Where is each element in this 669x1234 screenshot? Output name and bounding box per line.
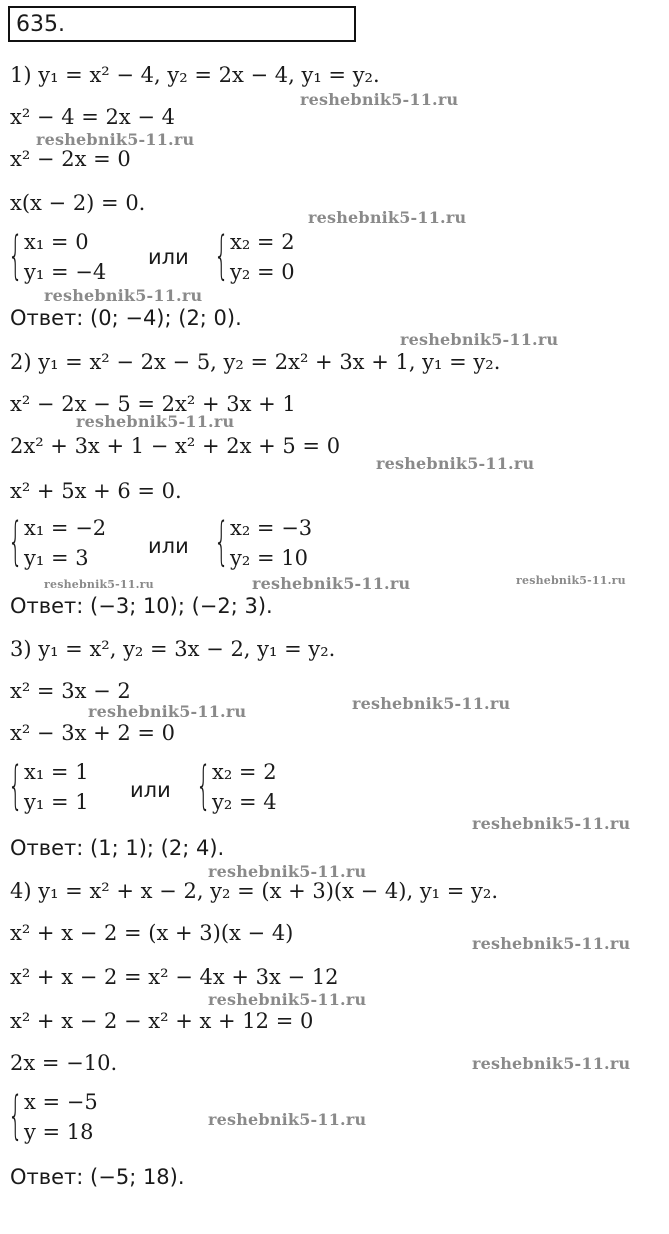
or-label: или xyxy=(148,534,189,558)
brace-icon: { xyxy=(8,512,23,572)
watermark: reshebnik5-11.ru xyxy=(208,862,367,881)
watermark: reshebnik5-11.ru xyxy=(76,412,235,431)
part2-quadratic: x² + 5x + 6 = 0. xyxy=(10,479,182,503)
part1-step: x² − 2x = 0 xyxy=(10,147,131,171)
brace-icon: { xyxy=(196,756,211,816)
watermark: reshebnik5-11.ru xyxy=(308,208,467,227)
part1-statement: 1) y₁ = x² − 4, y₂ = 2x − 4, y₁ = y₂. xyxy=(10,63,380,87)
watermark: reshebnik5-11.ru xyxy=(516,574,626,587)
part2-statement: 2) y₁ = x² − 2x − 5, y₂ = 2x² + 3x + 1, y₁ = y₂. xyxy=(10,350,501,374)
brace-icon: { xyxy=(214,512,229,572)
problem-number: 635. xyxy=(16,12,65,37)
watermark: reshebnik5-11.ru xyxy=(472,1054,631,1073)
part3-answer: Ответ: (1; 1); (2; 4). xyxy=(10,836,225,860)
part4-linear: 2x = −10. xyxy=(10,1051,118,1075)
watermark: reshebnik5-11.ru xyxy=(208,1110,367,1129)
part1-factor: x(x − 2) = 0. xyxy=(10,191,146,215)
brace-icon: { xyxy=(8,1086,23,1146)
watermark: reshebnik5-11.ru xyxy=(208,990,367,1009)
part4-answer: Ответ: (−5; 18). xyxy=(10,1165,185,1189)
part4-step: x² + x − 2 − x² + x + 12 = 0 xyxy=(10,1009,314,1033)
brace-icon: { xyxy=(214,226,229,286)
watermark: reshebnik5-11.ru xyxy=(400,330,559,349)
watermark: reshebnik5-11.ru xyxy=(88,702,247,721)
part4-equation: x² + x − 2 = (x + 3)(x − 4) xyxy=(10,921,294,945)
part3-quadratic: x² − 3x + 2 = 0 xyxy=(10,721,176,745)
brace-icon: { xyxy=(8,226,23,286)
watermark: reshebnik5-11.ru xyxy=(352,694,511,713)
or-label: или xyxy=(148,245,189,269)
watermark: reshebnik5-11.ru xyxy=(44,578,154,591)
watermark: reshebnik5-11.ru xyxy=(44,286,203,305)
part1-answer: Ответ: (0; −4); (2; 0). xyxy=(10,306,242,330)
watermark: reshebnik5-11.ru xyxy=(472,934,631,953)
part2-answer: Ответ: (−3; 10); (−2; 3). xyxy=(10,594,273,618)
watermark: reshebnik5-11.ru xyxy=(472,814,631,833)
part4-expand: x² + x − 2 = x² − 4x + 3x − 12 xyxy=(10,965,339,989)
or-label: или xyxy=(130,778,171,802)
problem-number-box xyxy=(8,6,356,42)
watermark: reshebnik5-11.ru xyxy=(376,454,535,473)
watermark: reshebnik5-11.ru xyxy=(36,130,195,149)
part1-equation: x² − 4 = 2x − 4 xyxy=(10,105,176,129)
part2-equation: x² − 2x − 5 = 2x² + 3x + 1 xyxy=(10,392,296,416)
part3-equation: x² = 3x − 2 xyxy=(10,679,131,703)
part2-step: 2x² + 3x + 1 − x² + 2x + 5 = 0 xyxy=(10,434,341,458)
watermark: reshebnik5-11.ru xyxy=(252,574,411,593)
part3-statement: 3) y₁ = x², y₂ = 3x − 2, y₁ = y₂. xyxy=(10,637,336,661)
part4-statement: 4) y₁ = x² + x − 2, y₂ = (x + 3)(x − 4), y₁ = y₂. xyxy=(10,879,499,903)
brace-icon: { xyxy=(8,756,23,816)
watermark: reshebnik5-11.ru xyxy=(300,90,459,109)
